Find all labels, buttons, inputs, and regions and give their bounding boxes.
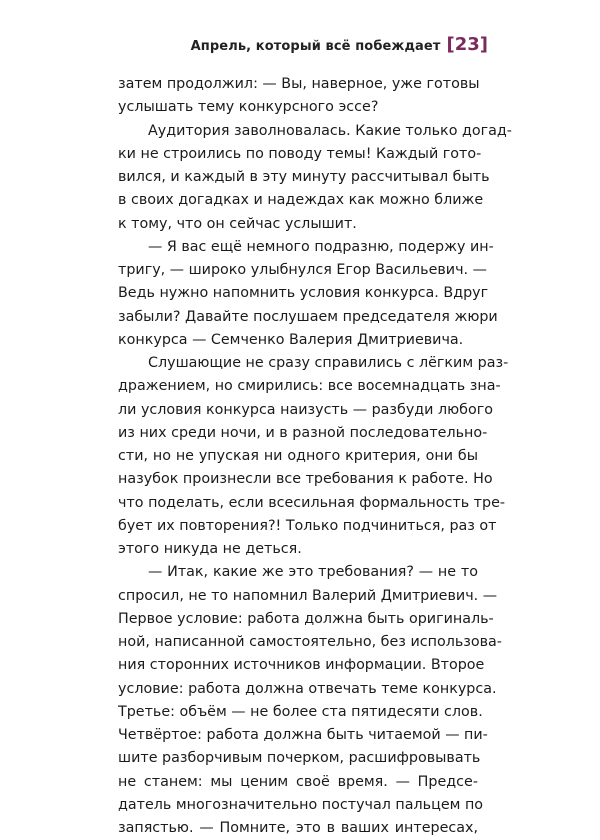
page-number: [23] [446, 34, 488, 55]
paragraph-first-line: Слушающие не сразу справились с лёгким раз- [148, 355, 509, 371]
text-line: Третье: объём — не более ста пятидесяти слов. [118, 703, 483, 720]
text-line: датель многозначительно постучал пальцем по [118, 796, 484, 813]
text-line: Ведь нужно напомнить условия конкурса. Вдруг [118, 285, 489, 302]
text-line: затем продолжил: — Вы, наверное, уже готовы [118, 76, 480, 92]
text-line: Четвёртое: работа должна быть читаемой — пи- [118, 727, 488, 743]
running-header [191, 34, 488, 55]
text-line: ния сторонних источников информации. Второе [118, 657, 485, 674]
body-text [118, 73, 512, 840]
text-line: спросил, не то напомнил Валерий Дмитриевич. — [118, 587, 498, 604]
text-line: вился, и каждый в эту минуту рассчитывал быть [118, 169, 490, 185]
text-line: конкурса — Семченко Валерия Дмитриевича. [118, 331, 464, 348]
text-line: забыли? Давайте послушаем председателя жюри [118, 308, 498, 325]
text-line: ки не строились по поводу темы! Каждый гото- [118, 145, 482, 162]
text-line: тригу, — широко улыбнулся Егор Васильевич. — [118, 262, 487, 278]
text-line: ной, написанной самостоятельно, без использова- [118, 634, 502, 650]
text-line: к тому, что он сейчас услышит. [118, 215, 357, 232]
running-title: Апрель, который всё побеждает [190, 39, 441, 54]
paragraph-first-line: — Я вас ещё немного подразню, подержу ин- [148, 238, 494, 255]
paragraph-first-line: — Итак, какие же это требования? — не то [148, 564, 478, 581]
text-line: запястью. — Помните, это в ваших интересах, [118, 820, 478, 836]
text-line: дражением, но смирились: все восемнадцать зна- [118, 378, 501, 395]
text-line: этого никуда не деться. [118, 541, 302, 557]
text-line: в своих догадках и надеждах как можно ближе [118, 192, 484, 209]
text-line: условие: работа должна отвечать теме конкурса. [118, 680, 497, 697]
text-line: назубок произнесли все требования к работе. Но [118, 471, 493, 488]
paragraph-first-line: Аудитория заволновалась. Какие только догад- [148, 122, 512, 139]
text-line: из них среди ночи, и в разной последовательно- [118, 424, 488, 441]
text-line: Первое условие: работа должна быть оригиналь- [118, 610, 494, 627]
text-line: ли условия конкурса наизусть — разбуди любого [118, 401, 494, 418]
text-line: не станем: мы ценим своё время. — Предсе- [118, 773, 478, 790]
text-line: услышать тему конкурсного эссе? [118, 99, 379, 116]
text-line: сти, но не упуская ни одного критерия, они бы [118, 448, 478, 464]
text-line: шите разборчивым почерком, расшифровывать [118, 750, 481, 767]
text-line: что поделать, если всесильная формальность тре- [118, 494, 506, 511]
text-line: бует их повторения?! Только подчиниться, раз от [118, 517, 497, 534]
